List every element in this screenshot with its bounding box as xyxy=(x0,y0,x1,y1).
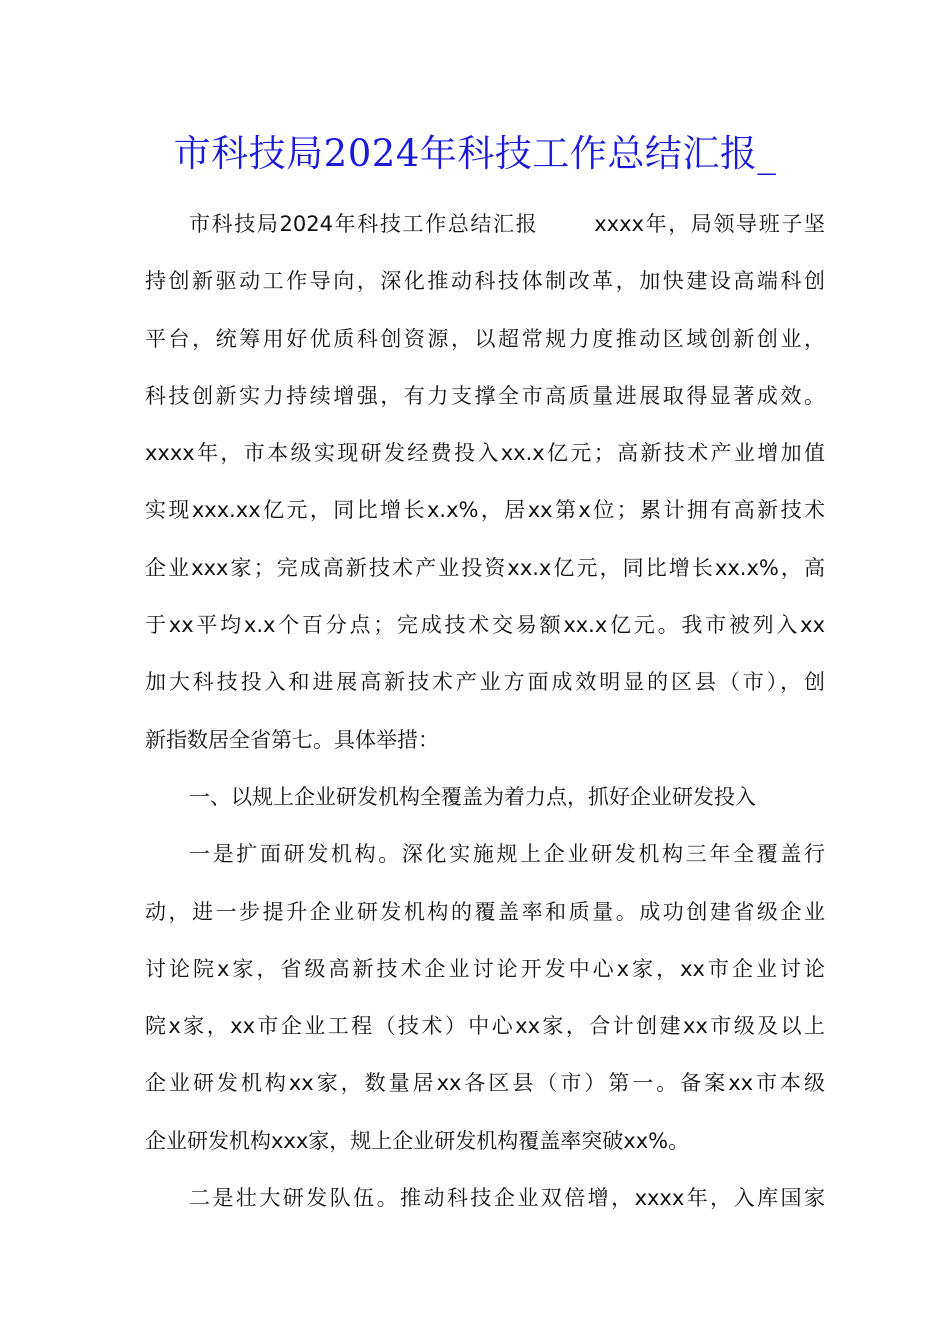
paragraph-line: 平台，统筹用好优质科创资源，以超常规力度推动区域创新创业， xyxy=(145,326,825,351)
paragraph-line: xxxx年，市本级实现研发经费投入xx.x亿元；高新技术产业增加值 xyxy=(145,441,825,466)
intro-text: xxxx年，局领导班子坚 xyxy=(594,212,825,236)
paragraph-line: 院x家，xx市企业工程（技术）中心xx家，合计创建xx市级及以上 xyxy=(145,1014,825,1039)
paragraph-line: 企业研发机构xxx家，规上企业研发机构覆盖率突破xx%。 xyxy=(145,1128,690,1153)
intro-heading-text: 市科技局2024年科技工作总结汇报 xyxy=(189,212,539,236)
section-heading: 一、以规上企业研发机构全覆盖为着力点，抓好企业研发投入 xyxy=(189,784,756,809)
paragraph-line: 一是扩面研发机构。深化实施规上企业研发机构三年全覆盖行 xyxy=(189,842,825,867)
paragraph-line: 加大科技投入和进展高新技术产业方面成效明显的区县（市），创 xyxy=(145,670,825,695)
paragraph-line: 二是壮大研发队伍。推动科技企业双倍增，xxxx年，入库国家 xyxy=(189,1186,825,1211)
paragraph-line: 企业研发机构xx家，数量居xx各区县（市）第一。备案xx市本级 xyxy=(145,1071,825,1096)
document-title: 市科技局2024年科技工作总结汇报_ xyxy=(173,132,777,175)
paragraph-line: 企业xxx家；完成高新技术产业投资xx.x亿元，同比增长xx.x%，高 xyxy=(145,555,825,580)
paragraph-line: 实现xxx.xx亿元，同比增长x.x%，居xx第x位；累计拥有高新技术 xyxy=(145,498,825,523)
paragraph-line: 科技创新实力持续增强，有力支撑全市高质量进展取得显著成效。 xyxy=(145,383,825,408)
document-body xyxy=(145,196,825,1227)
paragraph-line: 持创新驱动工作导向，深化推动科技体制改革，加快建设高端科创 xyxy=(145,269,825,294)
paragraph-line: 新指数居全省第七。具体举措： xyxy=(145,727,439,752)
paragraph-line: 于xx平均x.x个百分点；完成技术交易额xx.x亿元。我市被列入xx xyxy=(145,613,825,638)
paragraph-line xyxy=(145,196,825,253)
paragraph-line: 讨论院x家，省级高新技术企业讨论开发中心x家，xx市企业讨论 xyxy=(145,956,825,981)
paragraph-line: 动，进一步提升企业研发机构的覆盖率和质量。成功创建省级企业 xyxy=(145,899,825,924)
